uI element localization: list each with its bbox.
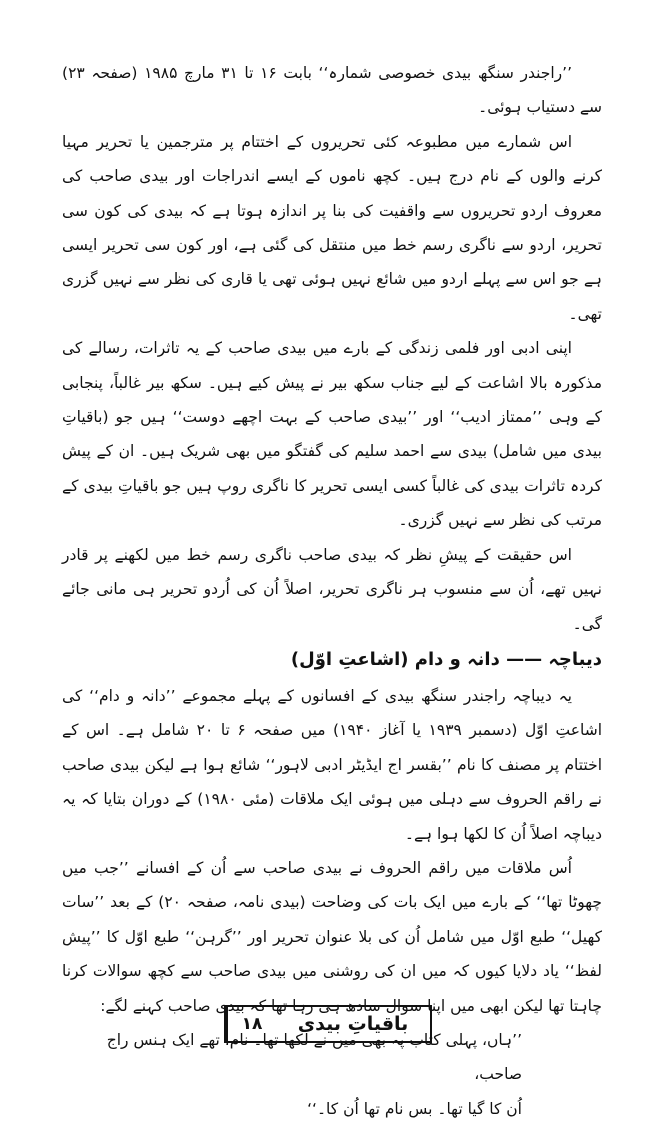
page-footer xyxy=(224,1005,432,1043)
paragraph-translators: اس شمارے میں مطبوعہ کئی تحریروں کے اختتام پر مترجمین یا تحریر مہیا کرنے والوں کے نام درج ہیں۔ کچھ ناموں کے ایسے اندراجات اور بیدی صاحب کی معروف اردو تحریروں سے واقفیت کی بنا پر اندازہ ہوتا ہے کہ بیدی کی کون سی تحریر، اردو سے ناگری رسم خط میں منتقل کی گئی ہے، اور کون سی تحریر ایسی ہے جو اس سے پہلے اردو میں شائع نہیں ہوئی تھی یا قاری کی نظر سے نہیں گزری تھی۔ xyxy=(62,132,602,323)
book-title: باقیاتِ بیدی xyxy=(297,1013,409,1035)
paragraph-preface-origin: یہ دیباچہ راجندر سنگھ بیدی کے افسانوں کے پہلے مجموعے ’’دانہ و دام‘‘ کی اشاعتِ اوّل (دسمبر ۱۹۳۹ یا آغاز ۱۹۴۰) میں صفحہ ۶ تا ۲۰ شامل ہے۔ اس کے اختتام پر مصنف کا نام ’’بقسر اج ایڈیٹر ادبی لاہور‘‘ شائع ہوا ہے لیکن بیدی صاحب نے راقم الحروف سے دہلی میں ہوئی ایک ملاقات (مئی ۱۹۸۰) کے دوران بتایا کہ یہ دیباچہ اصلاً اُن کا لکھا ہوا ہے۔ xyxy=(62,686,603,843)
quote-line-1: ’’ہاں، پہلی کتاب پہ بھی میں نے لکھا تھا۔ نام، تھے ایک ہنس راج صاحب، xyxy=(106,1030,522,1084)
paragraph-nagari-note: اس حقیقت کے پیشِ نظر کہ بیدی صاحب ناگری رسم خط میں لکھنے پر قادر نہیں تھے، اُن سے منسوب ہر ناگری تحریر، اصلاً اُن کی اُردو تحریر ہی مانی جائے گی۔ xyxy=(62,545,602,633)
body-text xyxy=(62,56,602,1126)
paragraph-source-note: ’’راجندر سنگھ بیدی خصوصی شمارہ‘‘ بابت ۱۶ تا ۳۱ مارچ ۱۹۸۵ (صفحہ ۲۳) سے دستیاب ہوئی۔ xyxy=(62,64,602,117)
paragraph-impressions: اپنی ادبی اور فلمی زندگی کے بارے میں بیدی صاحب کے یہ تاثرات، رسالے کی مذکورہ بالا اشاعت کے لیے جناب سکھ بیر نے پیش کیے ہیں۔ سکھ بیر غالباً، پنجابی کے وہی ’’ممتاز ادیب‘‘ اور ’’بیدی صاحب کے بہت اچھے دوست‘‘ ہیں جو (باقیاتِ بیدی میں شامل) بیدی سے احمد سلیم کی گفتگو میں بھی شریک ہیں۔ ان کے پیش کردہ تاثرات بیدی کی غالباً کسی ایسی تحریر کا ناگری روپ ہیں جو باقیاتِ بیدی کے مرتب کی نظر سے نہیں گزری۔ xyxy=(62,339,602,530)
quote-line-2: اُن کا گیا تھا۔ بس نام تھا اُن کا۔‘‘ xyxy=(307,1099,522,1118)
page-number: ۱۸ xyxy=(226,1007,276,1041)
section-heading: دیباچہ —— دانہ و دام (اشاعتِ اوّل) xyxy=(290,648,602,670)
paragraph-meeting: اُس ملاقات میں راقم الحروف نے بیدی صاحب سے اُن کے افسانے ’’جب میں چھوٹا تھا‘‘ کے بارے میں ایک بات کی وضاحت (بیدی نامہ، صفحہ ۲۰) کے بعد ’’سات کھیل‘‘ طبع اوّل میں شامل اُن کی بلا عنوان تحریر اور ’’گرہن‘‘ طبع اوّل کا ’’پیش لفظ‘‘ یاد دلایا کیوں کہ میں ان کی روشنی میں بیدی صاحب سے کچھ سوالات کرنا چاہتا تھا لیکن ابھی میں اپنا سوال سادھ ہی رہا تھا کہ بیدی صاحب کہنے لگے: xyxy=(62,858,603,1015)
